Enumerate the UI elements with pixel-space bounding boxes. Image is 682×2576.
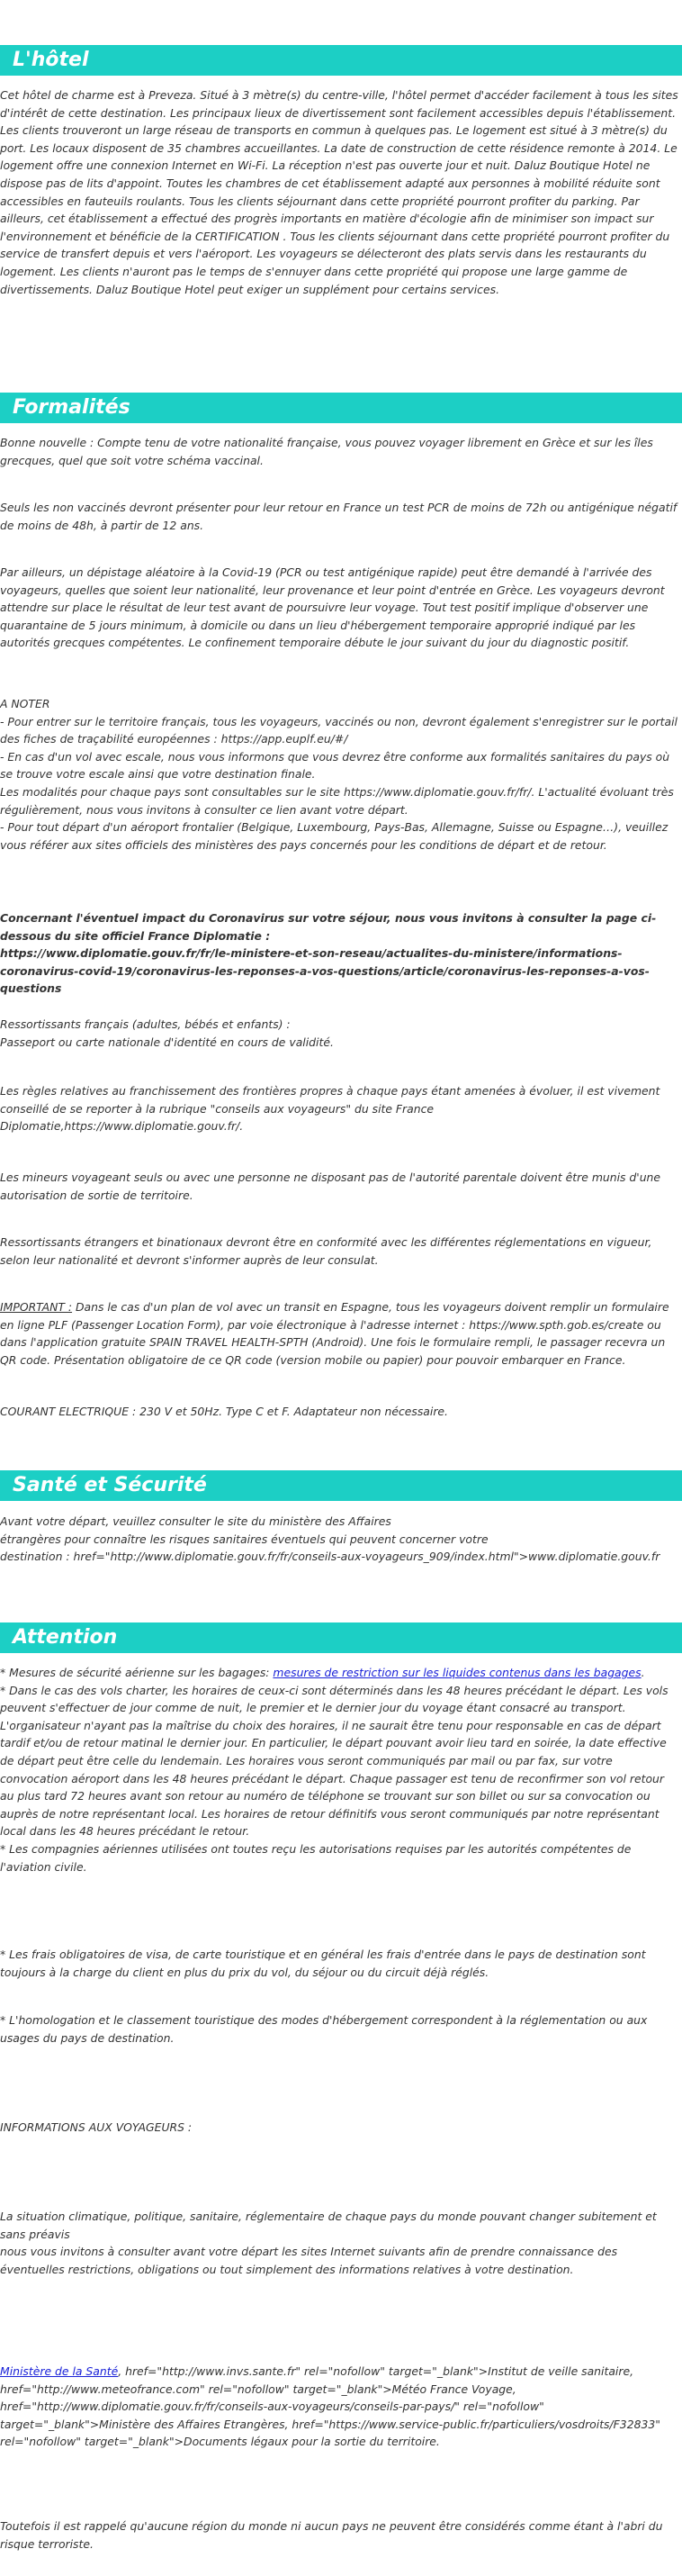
- section-title: Formalités: [13, 396, 130, 419]
- formalites-coronavirus-notice: [0, 909, 680, 998]
- section-title: Santé et Sécurité: [13, 1474, 207, 1496]
- formalites-paragraph-1: Bonne nouvelle : Compte tenu de votre nationalité française, vous pouvez voyager librement en Grèce et sur les îles grecques, quel que soit votre schéma vaccinal.: [0, 436, 653, 467]
- section-title: L'hôtel: [13, 49, 89, 71]
- formalites-borders: Les règles relatives au franchissement des frontières propres à chaque pays étant amenées à évoluer, il est vivement conseillé de se reporter à la rubrique "conseils aux voyageurs" du site France Diplomatie,https://www.diplomatie.gouv.fr/.: [0, 1084, 660, 1134]
- charter-text: * Dans le cas des vols charter, les horaires de ceux-ci sont déterminés dans les 48 heures précédant le départ. Les vols peuvent s'effectuer de jour comme de nuit, le premier et le dernier jour du voyage étant consacré au transport. L'organisateur n'ayant pas la maîtrise du choix des horaires, il ne saurait être tenu pour responsable en cas de départ tardif et/ou de retour matinal le dernier jour. En particulier, le départ pouvant avoir lieu tard en soirée, la date effective de départ peut être celle du lendemain. Les horaires vous seront communiqués par mail ou par fax, sur votre convocation aéroport dans les 48 heures précédant le départ. Chaque passager est tenu de reconfirmer son vol retour au plus tard 72 heures avant son retour au numéro de téléphone se trouvant sur son billet ou sur sa convocation ou auprès de notre représentant local. Les horaires de retour définitifs vous seront communiqués par notre représentant local dans les 48 heures précédant le retour. * Les compagnies aériennes utilisées ont toutes reçu les autorisations requises par les autorités compétentes de l'aviation civile.: [0, 1683, 669, 1874]
- attention-homologation: * L'homologation et le classement touristique des modes d'hébergement correspondent à la réglementation ou aux usages du pays de destination.: [0, 2013, 648, 2045]
- links-text: , href="http://www.invs.sante.fr" rel="nofollow" target="_blank">Institut de veille sanitaire, href="http://www.meteofrance.com" rel="nofollow" target="_blank">Météo France Voyage, href="http://www.diplomatie.gouv.fr/fr/conseils-aux-voyageurs/conseils-par-pays/" rel="nofollow" target="_blank">Ministère des Affaires Etrangères, href="https://www.service-public.fr/particuliers/vosdroits/F32833" rel="nofollow" target="_blank">Documents légaux pour la sortie du territoire.: [0, 2364, 660, 2449]
- formalites-electric: COURANT ELECTRIQUE : 230 V et 50Hz. Type C et F. Adaptateur non nécessaire.: [0, 1405, 448, 1418]
- ministere-sante-link[interactable]: Ministère de la Santé: [0, 2364, 119, 2378]
- formalites-paragraph-3: Par ailleurs, un dépistage aléatoire à la Covid-19 (PCR ou test antigénique rapide) peut être demandé à l'arrivée des voyageurs, quelles que soient leur nationalité, leur provenance et leur point d'entrée en Grèce. Les voyageurs devront attendre sur place le résultat de leur test avant de poursuivre leur voyage. Tout test positif implique d'observer une quarantaine de 5 jours minimum, à domicile ou dans un lieu d'hébergement temporaire approprié indiqué par les autorités grecques compétentes. Le confinement temporaire débute le jour suivant du jour du diagnostic positif.: [0, 565, 665, 650]
- section-header-attention: [0, 1622, 682, 1653]
- important-text: Dans le cas d'un plan de vol avec un transit en Espagne, tous les voyageurs doivent remplir un formulaire en ligne PLF (Passenger Location Form), par voie électronique à l'adresse internet : https://www.spth.gob.es/create ou dans l'application gratuite SPAIN TRAVEL HEALTH-SPTH (Android). Une fois le formulaire rempli, le passager recevra un QR code. Présentation obligatoire de ce QR code (version mobile ou papier) pour pouvoir embarquer en France.: [0, 1300, 669, 1367]
- attention-paragraph-1: [0, 1664, 680, 1876]
- formalites-foreigners: Ressortissants étrangers et binationaux devront être en conformité avec les différentes réglementations en vigueur, selon leur nationalité et devront s'informer auprès de leur consulat.: [0, 1235, 652, 1267]
- section-header-sante: [0, 1470, 682, 1501]
- baggage-suffix: .: [641, 1666, 645, 1679]
- attention-visa: * Les frais obligatoires de visa, de carte touristique et en général les frais d'entrée dans le pays de destination sont toujours à la charge du client en plus du prix du vol, du séjour ou du circuit déjà réglés.: [0, 1948, 646, 1979]
- section-title: Attention: [13, 1626, 118, 1649]
- formalites-a-noter: A NOTER - Pour entrer sur le territoire français, tous les voyageurs, vaccinés ou non, devront également s'enregistrer sur le portail des fiches de traçabilité européennes : https://app.euplf.eu/#/ - En cas d'un vol avec escale, nous vous informons que vous devrez être conforme aux formalités sanitaires du pays où se trouve votre escale ainsi que votre destination finale. Les modalités pour chaque pays sont consultables sur le site https://www.diplomatie.gouv.fr/fr/. L'actualité évoluant très régulièrement, nous vous invitons à consulter ce lien avant votre départ. - Pour tout départ d'un aéroport frontalier (Belgique, Luxembourg, Pays-Bas, Allemagne, Suisse ou Espagne…), veuillez vous référer aux sites officiels des ministères des pays concernés pour les conditions de départ et de retour.: [0, 697, 678, 852]
- baggage-prefix: * Mesures de sécurité aérienne sur les bagages:: [0, 1666, 274, 1679]
- attention-situation: La situation climatique, politique, sanitaire, réglementaire de chaque pays du monde pouvant changer subitement et sans préavis nous vous invitons à consulter avant votre départ les sites Internet suivants afin de prendre connaissance des éventuelles restrictions, obligations ou tout simplement des informations relatives à votre destination.: [0, 2210, 657, 2276]
- attention-terrorism: Toutefois il est rappelé qu'aucune région du monde ni aucun pays ne peuvent être considérés comme étant à l'abri du risque terroriste.: [0, 2519, 663, 2551]
- formalites-paragraph-2: Seuls les non vaccinés devront présenter pour leur retour en France un test PCR de moins de 72h ou antigénique négatif de moins de 48h, à partir de 12 ans.: [0, 501, 678, 532]
- attention-links: [0, 2363, 680, 2451]
- liquid-restriction-link[interactable]: mesures de restriction sur les liquides contenus dans les bagages: [273, 1666, 642, 1679]
- sante-body: Avant votre départ, veuillez consulter le site du ministère des Affaires étrangères pour connaître les risques sanitaires éventuels qui peuvent concerner votre destination : href="http://www.diplomatie.gouv.fr/fr/conseils-aux-voyageurs_909/index.html">www.diplomatie.gouv.fr: [0, 1514, 660, 1564]
- coronavirus-notice-text: Concernant l'éventuel impact du Coronavirus sur votre séjour, nous vous invitons à consulter la page ci-dessous du site officiel France Diplomatie : https://www.diplomatie.gouv.fr/fr/le-ministere-et-son-reseau/actualites-du-ministere/informations-coronavirus-covid-19/coronavirus-les-reponses-a-vos-questions/article/coronavirus-les-reponses-a-vos-questions: [0, 911, 657, 996]
- formalites-passport: Ressortissants français (adultes, bébés et enfants) : Passeport ou carte nationale d'identité en cours de validité.: [0, 1017, 334, 1049]
- section-header-formalites: [0, 393, 682, 423]
- attention-info-voyageurs: INFORMATIONS AUX VOYAGEURS :: [0, 2120, 193, 2134]
- formalites-important: [0, 1298, 680, 1369]
- important-label: IMPORTANT :: [0, 1300, 73, 1314]
- section-header-hotel: [0, 45, 682, 76]
- formalites-minors: Les mineurs voyageant seuls ou avec une personne ne disposant pas de l'autorité parentale doivent être munis d'une autorisation de sortie de territoire.: [0, 1170, 661, 1202]
- hotel-description: Cet hôtel de charme est à Preveza. Situé à 3 mètre(s) du centre-ville, l'hôtel permet d'accéder facilement à tous les sites d'intérêt de cette destination. Les principaux lieux de divertissement sont facilement accessibles depuis l'établissement. Les clients trouveront un large réseau de transports en commun à quelques pas. Le logement est situé à 3 mètre(s) du port. Les locaux disposent de 35 chambres accueillantes. La date de construction de cette résidence remonte à 2014. Le logement offre une connexion Internet en Wi-Fi. La réception n'est pas ouverte jour et nuit. Daluz Boutique Hotel ne dispose pas de lits d'appoint. Toutes les chambres de cet établissement adapté aux personnes à mobilité réduite sont accessibles en fauteuils roulants. Tous les clients séjournant dans cette propriété pourront profiter du parking. Par ailleurs, cet établissement a effectué des progrès importants en matière d'écologie afin de minimiser son impact sur l'environnement et bénéficie de la CERTIFICATION . Tous les clients séjournant dans cette propriété pourront profiter du service de transfert depuis et vers l'aéroport. Les voyageurs se délecteront des plats servis dans les restaurants du logement. Les clients n'auront pas le temps de s'ennuyer dans cette propriété qui propose une large gamme de divertissements. Daluz Boutique Hotel peut exiger un supplément pour certains services.: [0, 88, 678, 296]
